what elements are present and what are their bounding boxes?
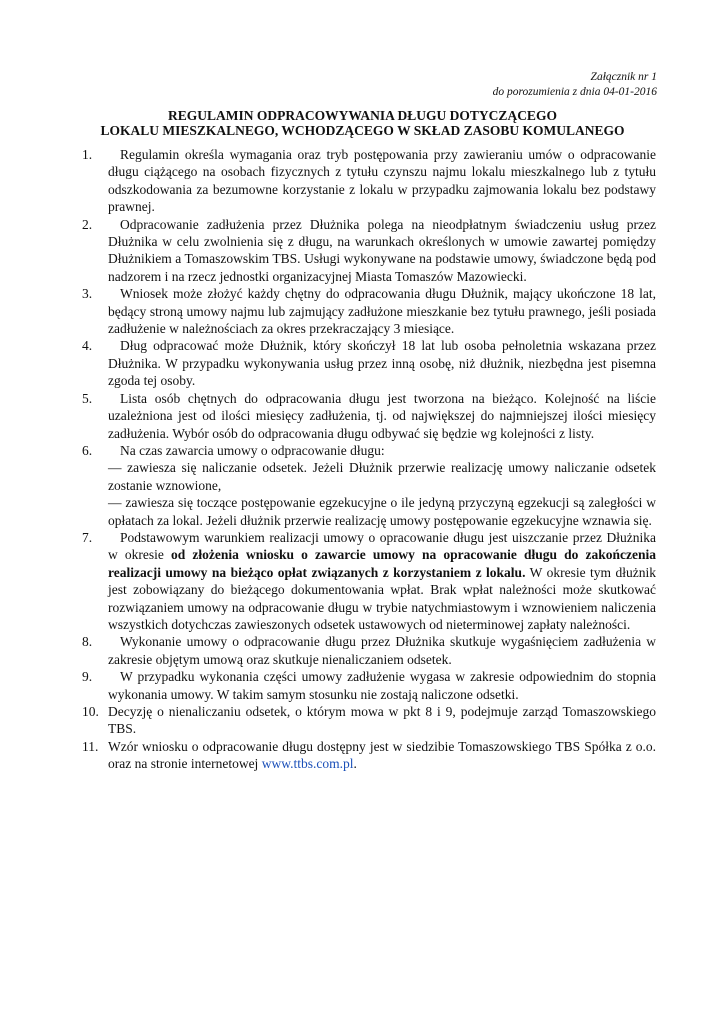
agreement-date: do porozumienia z dnia 04-01-2016	[492, 86, 657, 98]
list-item	[82, 216, 656, 286]
item-text	[108, 738, 656, 773]
item-text-part: W okresie tym dłużnik jest zobowiązany do bieżącego dokumentowania wpłat. Brak wpłat należności może skutkować rozwiązaniem umowy na odpracowanie długu w trybie natychmiastowym i wznowieniem naliczenia wszystkich dotychczas zawieszonych odsetek ustawowych od nieterminowej zapłaty należności.	[108, 564, 657, 632]
list-item	[82, 390, 656, 442]
title-line-1: REGULAMIN ODPRACOWYWANIA DŁUGU DOTYCZĄCEGO	[168, 108, 557, 123]
list-item	[82, 703, 656, 738]
item-number: 10.	[82, 704, 99, 719]
item-number: 4.	[82, 338, 93, 354]
item-text: Na czas zawarcia umowy o odpracowanie długu:	[120, 442, 385, 458]
item-text: W przypadku wykonania części umowy zadłużenie wygasa w zakresie odpowiednim do stopnia wykonania umowy. W takim samym stosunku nie zostają naliczone odsetki.	[108, 669, 656, 702]
list-item	[82, 633, 656, 668]
sub-item-enforcement: — zawiesza się toczące postępowanie egzekucyjne o ile jedyną przyczyną egzekucji są zaległości w opłatach za lokal. Jeżeli dłużnik przerwie realizację umowy postępowanie egzekucyjne wznawia się.	[108, 495, 656, 528]
item-number: 1.	[82, 147, 93, 162]
list-item	[82, 146, 656, 216]
item-text: Dług odpracować może Dłużnik, który skończył 18 lat lub osoba pełnoletnia wskazana przez Dłużnika. W przypadku wykonywania usług przez inną osobę, niż dłużnik, niezbędna jest pisemna zgoda tej osoby.	[108, 338, 656, 389]
item-text: Decyzję o nienaliczaniu odsetek, o którym mowa w pkt 8 i 9, podejmuje zarząd Tomaszowskiego TBS.	[108, 704, 656, 737]
item-number: 8.	[82, 634, 93, 650]
list-item	[82, 337, 656, 389]
website-link[interactable]: www.ttbs.com.pl	[261, 756, 354, 772]
document-title	[60, 108, 665, 138]
sub-item-interest: — zawiesza się naliczanie odsetek. Jeżeli Dłużnik przerwie realizację umowy naliczanie odsetek zostanie wznowione,	[108, 460, 656, 493]
item-text: Regulamin określa wymagania oraz tryb postępowania przy zawieraniu umów o odpracowanie długu ciążącego na osobach fizycznych z tytułu czynszu najmu lokalu mieszkalnego lub z tytułu odszkodowania za bezumowne korzystanie z lokalu w przypadku zajmowania lokalu bez podstawy prawnej.	[108, 147, 656, 215]
item-text-bold: od złożenia wniosku o zawarcie umowy na opracowanie długu do zakończenia realizacji umowy na bieżąco opłat związanych z korzystaniem z lokalu.	[108, 547, 656, 580]
item-text-part: Wzór wniosku o odpracowanie długu dostępny jest w siedzibie Tomaszowskiego TBS Spółka z o.o. oraz na stronie internetowej	[108, 738, 656, 772]
attachment-label: Załącznik nr 1	[590, 71, 657, 83]
list-item	[82, 668, 656, 703]
regulation-list	[82, 146, 657, 773]
title-line-2: LOKALU MIESZKALNEGO, WCHODZĄCEGO W SKŁAD ZASOBU KOMULANEGO	[100, 123, 625, 138]
item-text-part: Podstawowym warunkiem realizacji umowy o opracowanie długu jest uiszczanie przez Dłużnika w okresie	[108, 529, 656, 563]
item-text: Wniosek może złożyć każdy chętny do odpracowania długu Dłużnik, mający ukończone 18 lat, będący stroną umowy najmu lub zajmujący zadłużone mieszkanie bez tytułu prawnego, jeśli posiada zadłużenie w należnościach za okres przekraczający 3 miesiące.	[108, 286, 656, 337]
item-text-part: .	[353, 756, 357, 772]
item-number: 2.	[82, 216, 93, 232]
item-number: 5.	[82, 390, 93, 406]
list-item	[82, 442, 656, 529]
list-item	[82, 738, 656, 773]
attachment-header	[493, 70, 657, 100]
item-text: Lista osób chętnych do odpracowania długu jest tworzona na bieżąco. Kolejność na liście uzależniona jest od ilości miesięcy zadłużenia, tj. od największej do najmniejszej ilości miesięcy zadłużenia. Wybór osób do odpracowania długu odbywać się będzie wg kolejności z listy.	[108, 390, 656, 441]
item-text: Wykonanie umowy o odpracowanie długu przez Dłużnika skutkuje wygaśnięciem zadłużenia w zakresie objętym umową oraz skutkuje nienaliczaniem odsetek.	[108, 634, 656, 667]
item-number: 9.	[82, 669, 93, 685]
item-text	[108, 529, 656, 633]
item-number: 11.	[82, 738, 99, 754]
item-number: 3.	[82, 286, 93, 302]
item-number: 6.	[82, 442, 93, 458]
list-item	[82, 285, 656, 337]
list-item	[82, 529, 657, 633]
item-number: 7.	[82, 529, 93, 545]
item-text: Odpracowanie zadłużenia przez Dłużnika polega na nieodpłatnym świadczeniu usług przez Dłużnika w celu zwolnienia się z długu, na warunkach określonych w umowie zawartej pomiędzy Dłużnikiem a Tomaszowskim TBS. Usługi wykonywane na podstawie umowy, świadczone będą pod nadzorem i na rzecz jednostki organizacyjnej Miasta Tomaszów Mazowiecki.	[108, 216, 656, 284]
